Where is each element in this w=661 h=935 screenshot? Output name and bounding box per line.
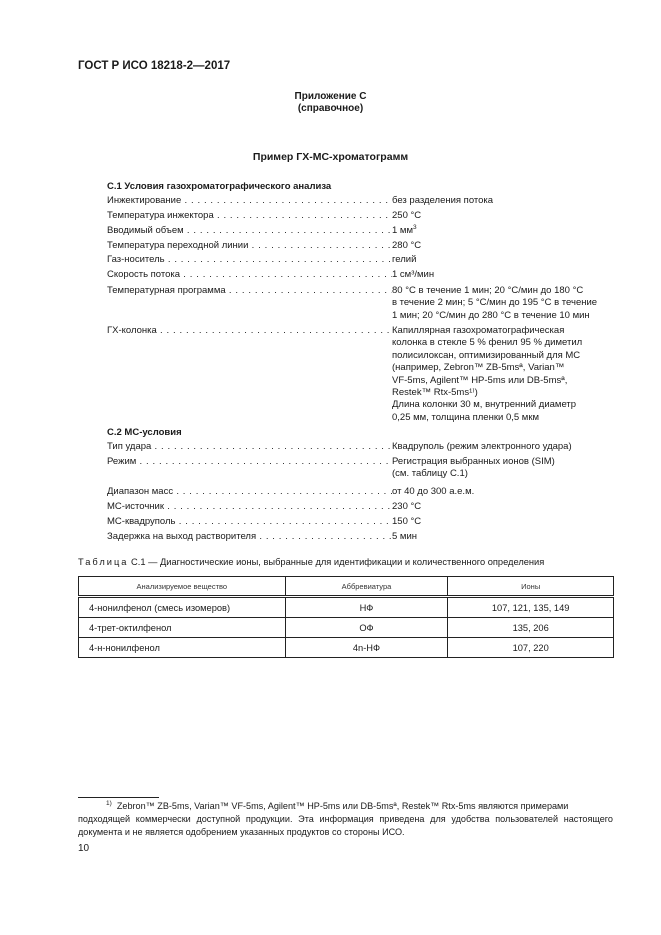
column-header: Аббревиатура — [285, 577, 448, 597]
param-value: гелий — [392, 254, 417, 265]
ions-cell: 107, 220 — [448, 638, 614, 658]
param-value: 5 мин — [392, 531, 418, 542]
param-label: МС-квадруполь . . . — [107, 516, 392, 528]
param-value: без разделения потока — [392, 195, 494, 206]
footnote-text-continued: подходящей коммерчески доступной продукции. Эта информация приведена для удобства пользователей настоящего документа и не является одобрением указанных продуктов со стороны ИСО. — [78, 814, 613, 837]
annex-subtitle: (справочное) — [297, 103, 364, 114]
page-title: Пример ГХ-МС-хроматограмм — [252, 151, 409, 163]
ions-cell: 135, 206 — [448, 618, 614, 638]
table-caption — [78, 557, 544, 567]
param-label: ГХ-колонка . . . — [107, 325, 392, 424]
param-label: Режим . . . — [107, 456, 392, 481]
document-code: ГОСТ Р ИСО 18218-2—2017 — [78, 60, 231, 72]
annex-title: Приложение С — [294, 91, 367, 102]
param-row — [107, 285, 617, 322]
param-row — [107, 240, 617, 252]
table-row — [79, 618, 614, 638]
column-header: Анализируемое вещество — [79, 577, 286, 597]
table-row — [79, 638, 614, 658]
ions-cell: 107, 121, 135, 149 — [448, 597, 614, 618]
param-value: 250 °С — [392, 210, 422, 221]
param-label: Тип удара . . . — [107, 441, 392, 453]
param-row — [107, 501, 617, 513]
column-header: Ионы — [448, 577, 614, 597]
abbreviation-cell: 4n-НФ — [285, 638, 448, 658]
footnote-divider — [78, 797, 159, 798]
table-row — [79, 597, 614, 618]
section-c1-heading: С.1 Условия газохроматографического анализа — [107, 181, 332, 192]
substance-cell: 4-н-нонилфенол — [79, 638, 286, 658]
param-row — [107, 210, 617, 222]
param-row — [107, 225, 617, 237]
abbreviation-cell: ОФ — [285, 618, 448, 638]
param-value-line: Регистрация выбранных ионов (SIM) — [392, 456, 555, 467]
param-value-line: Капиллярная газохроматографическая — [392, 325, 565, 336]
footnote-marker: 1) — [106, 800, 112, 807]
param-label: Температура инжектора . . . — [107, 210, 392, 222]
param-row — [107, 486, 617, 498]
param-value-line: Restek™ Rtx-5ms¹⁾) — [392, 387, 478, 399]
table-caption-prefix: Таблица — [78, 557, 129, 567]
superscript: 3 — [413, 224, 417, 231]
param-value-line: Длина колонки 30 м, внутренний диаметр — [392, 399, 577, 411]
substance-cell: 4-трет-октилфенол — [79, 618, 286, 638]
param-value: Квадруполь (режим электронного удара) — [392, 441, 572, 452]
param-value-line: 80 °С в течение 1 мин; 20 °С/мин до 180 °С — [392, 285, 584, 296]
param-value-line: колонка в стекле 5 % фенил 95 % диметил — [392, 337, 583, 349]
param-value: 280 °С — [392, 240, 422, 251]
param-row — [107, 254, 617, 266]
param-label: Температура переходной линии . . . — [107, 240, 392, 252]
footnote-text: Zebron™ ZB-5ms, Varian™ VF-5ms, Agilent™ HP-5ms или DB-5msª, Restek™ Rtx-5ms являются примерами — [116, 801, 569, 811]
param-label: Инжектирование . . . — [107, 195, 392, 207]
param-value-line: полисилоксан, оптимизированный для МС — [392, 349, 581, 361]
param-row — [107, 325, 617, 424]
param-row — [107, 269, 617, 281]
param-label: Вводимый объем . . . — [107, 225, 392, 237]
param-label: Газ-носитель . . . — [107, 254, 392, 266]
substance-cell: 4-нонилфенол (смесь изомеров) — [79, 597, 286, 618]
param-label: Задержка на выход растворителя . . . — [107, 531, 392, 543]
param-value: 1 см³/мин — [392, 269, 435, 280]
page-number: 10 — [78, 843, 90, 854]
param-row — [107, 516, 617, 528]
diagnostic-ions-table — [78, 576, 614, 658]
table-header-row — [79, 577, 614, 597]
param-row — [107, 441, 617, 453]
param-value-line: VF-5ms, Agilent™ HP-5ms или DB-5msª, — [392, 374, 568, 386]
param-value: 150 °С — [392, 516, 422, 527]
param-value-line: в течение 2 мин; 5 °С/мин до 195 °С в течение — [392, 297, 598, 309]
param-value-line: 0,25 мм, толщина пленки 0,5 мкм — [392, 411, 540, 423]
section-c2-heading: С.2 МС-условия — [107, 427, 182, 438]
param-row — [107, 456, 617, 481]
footnote — [78, 800, 613, 839]
param-value-line: (например, Zebron™ ZB-5msª, Varian™ — [392, 362, 565, 374]
param-row — [107, 195, 617, 207]
param-value: 1 мм — [392, 225, 413, 236]
table-caption-text: С.1 — Диагностические ионы, выбранные для идентификации и количественного определения — [131, 557, 545, 567]
param-value-line: 1 мин; 20 °С/мин до 280 °С в течение 10 мин — [392, 309, 590, 321]
abbreviation-cell: НФ — [285, 597, 448, 618]
param-value: от 40 до 300 а.е.м. — [392, 486, 475, 497]
param-row — [107, 531, 617, 543]
param-label: Диапазон масс . . . — [107, 486, 392, 498]
param-label: МС-источник . . . — [107, 501, 392, 513]
param-value: 230 °С — [392, 501, 422, 512]
param-label: Скорость потока . . . — [107, 269, 392, 281]
param-label: Температурная программа . . . — [107, 285, 392, 322]
param-value-line: (см. таблицу С.1) — [392, 468, 468, 480]
